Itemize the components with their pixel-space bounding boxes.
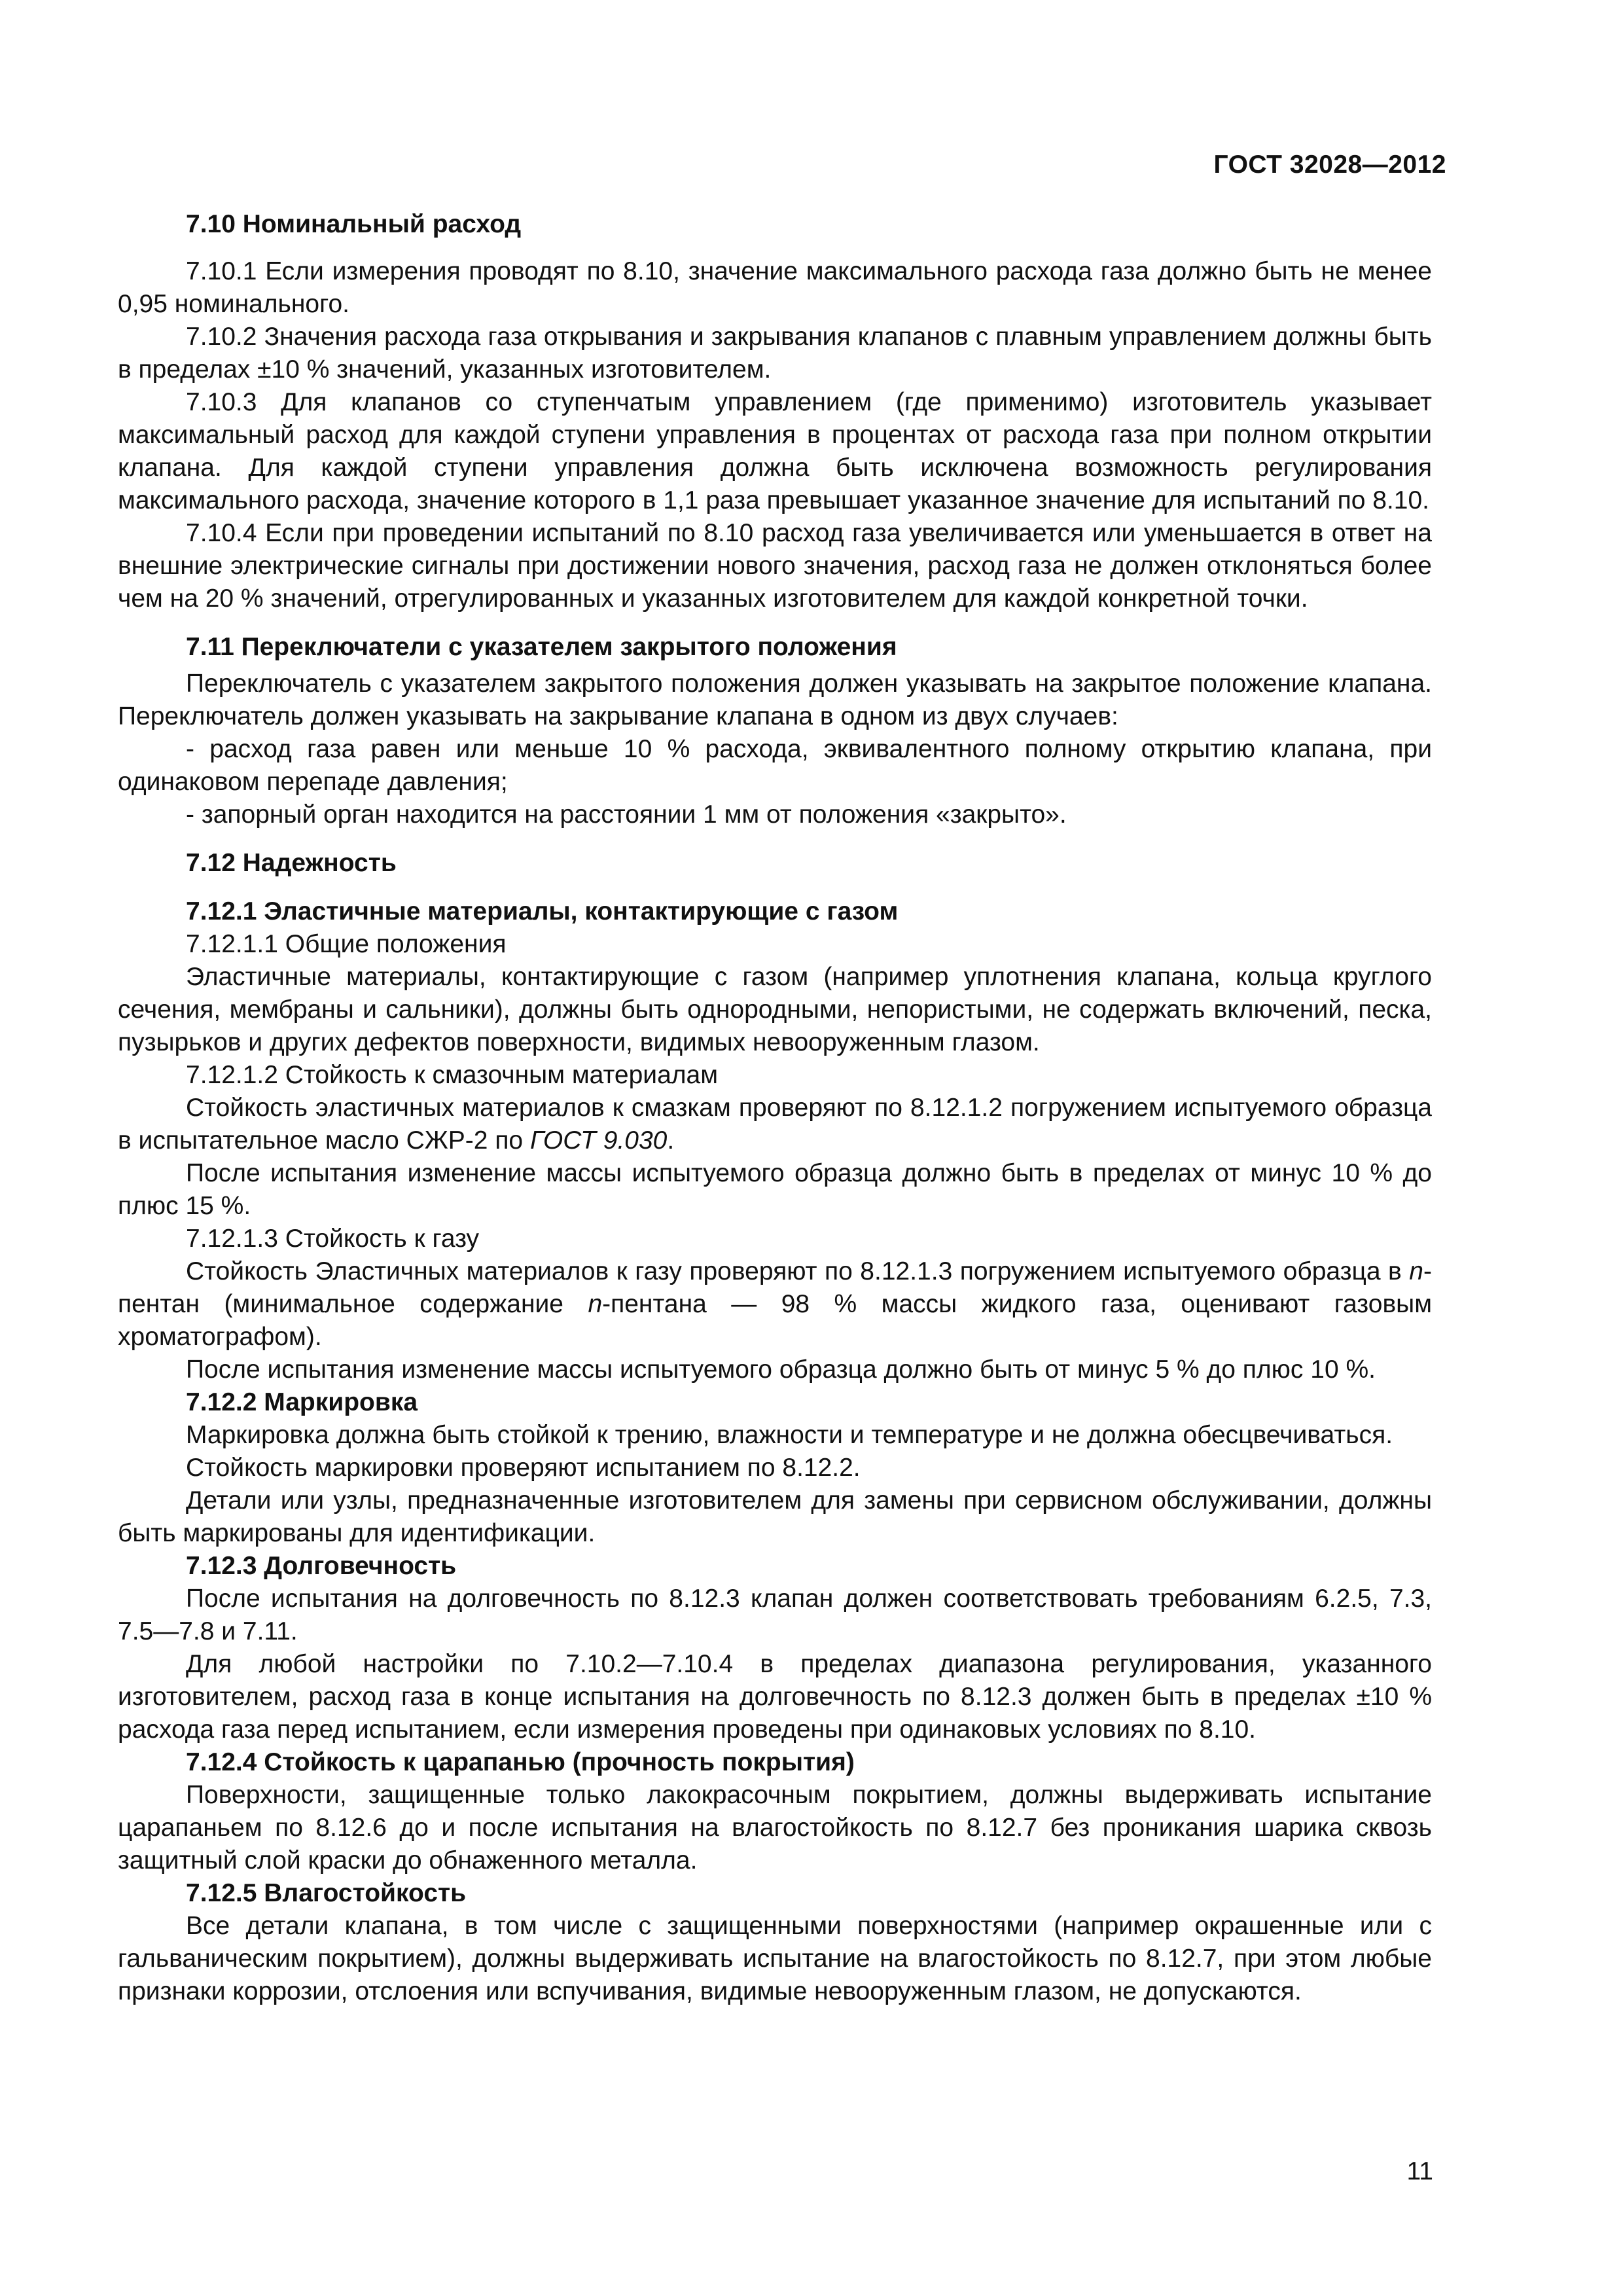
paragraph-7-12-1-3-b: После испытания изменение массы испытуемого образца должно быть от минус 5 % до плюс 10 %. xyxy=(186,1355,1376,1384)
paragraph-7-10-1: 7.10.1 Если измерения проводят по 8.10, значение максимального расхода газа должно быть не менее 0,95 номинального. xyxy=(118,257,1432,318)
page-number: 11 xyxy=(1406,2157,1433,2185)
paragraph-7-11: Переключатель с указателем закрытого положения должен указывать на закрытое положение клапана. Переключатель должен указывать на закрывание клапана в одном из двух случаев: xyxy=(118,670,1432,730)
list-item-closure: - запорный орган находится на расстоянии 1 мм от положения «закрыто». xyxy=(186,800,1067,829)
paragraph-7-12-2-b: Стойкость маркировки проверяют испытанием по 8.12.2. xyxy=(186,1454,861,1482)
paragraph-7-12-4: Поверхности, защищенные только лакокрасочным покрытием, должны выдерживать испытание царапаньем по 8.12.6 до и после испытания на влагостойкость по 8.12.7 без проникания шарика сквозь защитный слой краски до обнаженного металла. xyxy=(118,1781,1432,1874)
section-7-12-3-heading: 7.12.3 Долговечность xyxy=(186,1552,457,1580)
paragraph-7-12-5: Все детали клапана, в том числе с защищенными поверхностями (например окрашенные или с гальваническим покрытием), должны выдерживать испытание на влагостойкость по 8.12.7, при этом любые признаки коррозии, отслоения или вспучивания, видимые невооруженным глазом, не допускаются. xyxy=(118,1912,1432,2005)
paragraph-7-12-3-b: Для любой настройки по 7.10.2—7.10.4 в пределах диапазона регулирования, указанного изготовителем, расход газа в конце испытания на долговечность по 8.12.3 должен быть в пределах ±10 % расхода газа перед испытанием, если измерения проведены при одинаковых условиях по 8.10. xyxy=(118,1650,1432,1744)
subsection-7-12-1-3-heading: 7.12.1.3 Стойкость к газу xyxy=(186,1225,480,1253)
standard-reference: ГОСТ 9.030 xyxy=(529,1126,668,1155)
section-7-12-5-heading: 7.12.5 Влагостойкость xyxy=(186,1879,467,1907)
paragraph-7-12-1-3-a-text2: -пентан (минимальное содержание xyxy=(118,1257,1432,1318)
paragraph-7-12-2-a: Маркировка должна быть стойкой к трению, влажности и температуре и не должна обесцвечиваться. xyxy=(186,1421,1393,1449)
paragraph-7-12-1-3-a-text1: Стойкость Эластичных материалов к газу проверяют по 8.12.1.3 погружением испытуемого образца в xyxy=(186,1257,1410,1285)
paragraph-7-12-1-2-b: После испытания изменение массы испытуемого образца должно быть в пределах от минус 10 % до плюс 15 %. xyxy=(118,1159,1432,1220)
section-7-10-heading: 7.10 Номинальный расход xyxy=(186,210,522,238)
section-7-12-heading: 7.12 Надежность xyxy=(186,849,397,877)
document-number-header: ГОСТ 32028—2012 xyxy=(1213,151,1446,179)
section-7-12-1-heading: 7.12.1 Эластичные материалы, контактирующие с газом xyxy=(186,897,899,925)
n-prefix-2: n xyxy=(588,1290,603,1318)
section-7-12-4-heading: 7.12.4 Стойкость к царапанью (прочность покрытия) xyxy=(186,1748,855,1776)
paragraph-7-12-1-3-a xyxy=(118,1255,1432,1354)
section-7-11-heading: 7.11 Переключатели с указателем закрытого положения xyxy=(186,633,897,661)
paragraph-7-12-1-3-a-text3: -пентана — 98 % массы жидкого газа, оценивают газовым хроматографом). xyxy=(118,1290,1433,1351)
paragraph-7-12-3-a: После испытания на долговечность по 8.12.3 клапан должен соответствовать требованиям 6.2.5, 7.3, 7.5—7.8 и 7.11. xyxy=(118,1585,1432,1645)
subsection-7-12-1-2-heading: 7.12.1.2 Стойкость к смазочным материалам xyxy=(186,1061,719,1089)
paragraph-7-12-1-2-a xyxy=(118,1092,1432,1157)
paragraph-7-12-1-1: Эластичные материалы, контактирующие с газом (например уплотнения клапана, кольца круглого сечения, мембраны и сальники), должны быть однородными, непористыми, не содержать включений, песка, пузырьков и других дефектов поверхности, видимых невооруженным глазом. xyxy=(118,963,1432,1056)
subsection-7-12-1-1-heading: 7.12.1.1 Общие положения xyxy=(186,930,507,958)
paragraph-7-10-3: 7.10.3 Для клапанов со ступенчатым управлением (где применимо) изготовитель указывает максимальный расход для каждой ступени управления в процентах от расхода газа при полном открытии клапана. Для каждой ступени управления должна быть исключена возможность регулирования максимального расхода, значение которого в 1,1 раза превышает указанное значение для испытаний по 8.10. xyxy=(118,388,1432,514)
paragraph-7-10-4: 7.10.4 Если при проведении испытаний по 8.10 расход газа увеличивается или уменьшается в ответ на внешние электрические сигналы при достижении нового значения, расход газа не должен отклоняться более чем на 20 % значений, отрегулированных и указанных изготовителем для каждой конкретной точки. xyxy=(118,519,1432,613)
n-prefix-1: n xyxy=(1409,1257,1423,1285)
paragraph-7-10-2: 7.10.2 Значения расхода газа открывания и закрывания клапанов с плавным управлением должны быть в пределах ±10 % значений, указанных изготовителем. xyxy=(118,323,1432,384)
section-7-12-2-heading: 7.12.2 Маркировка xyxy=(186,1388,418,1416)
list-item-flow: - расход газа равен или меньше 10 % расхода, эквивалентного полному открытию клапана, при одинаковом перепаде давления; xyxy=(118,735,1432,796)
page-content xyxy=(118,208,1432,2008)
paragraph-7-12-2-c: Детали или узлы, предназначенные изготовителем для замены при сервисном обслуживании, должны быть маркированы для идентификации. xyxy=(118,1486,1432,1547)
paragraph-7-12-1-2-a-text: Стойкость эластичных материалов к смазкам проверяют по 8.12.1.2 погружением испытуемого образца в испытательное масло СЖР-2 по xyxy=(118,1094,1432,1155)
paragraph-7-12-1-2-a-end: . xyxy=(667,1126,675,1155)
